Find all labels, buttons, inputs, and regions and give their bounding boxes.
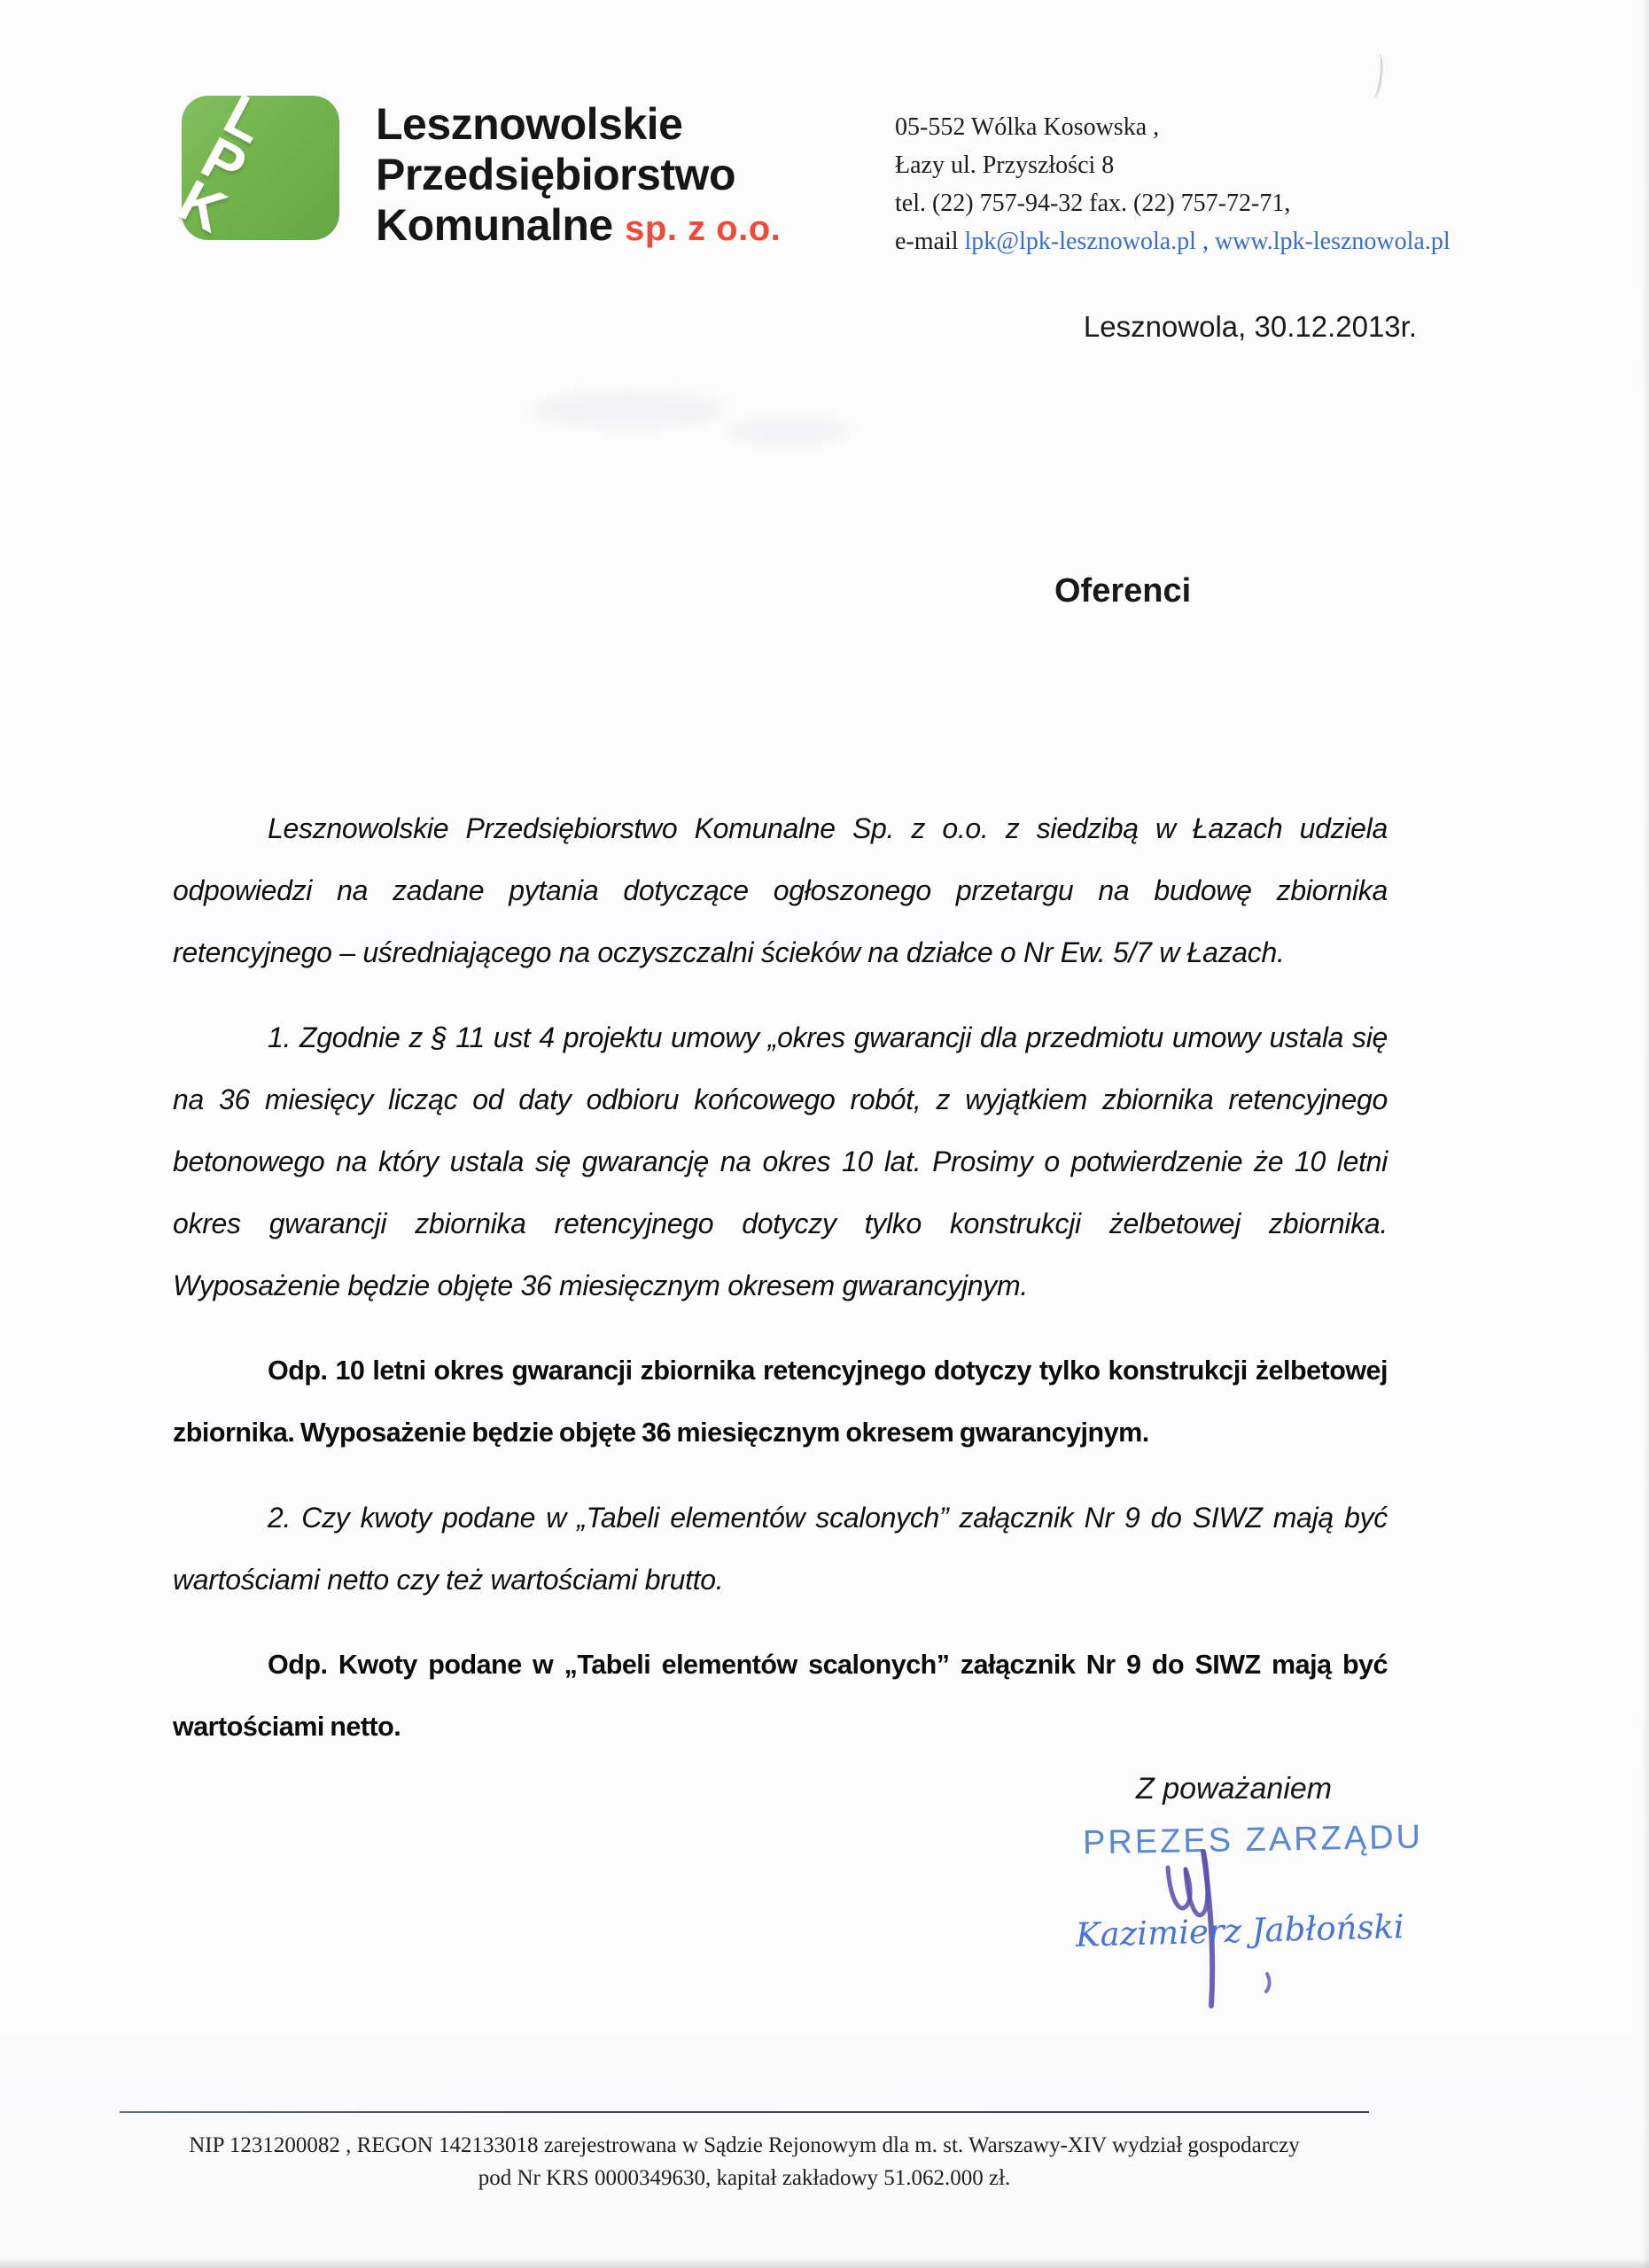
company-name-line3: Komunalne sp. z o.o. <box>376 200 782 250</box>
scan-edge-shadow-bottom <box>0 2257 1649 2268</box>
email-address: lpk@lpk-lesznowola.pl <box>964 228 1196 255</box>
footer <box>120 2111 1369 2194</box>
company-name-line2: Przedsiębiorstwo <box>376 150 735 199</box>
scan-edge-shadow-right <box>1642 0 1649 2268</box>
email-label: e-mail <box>895 228 965 255</box>
stamp-signer-name: Kazimierz Jabłoński <box>1075 1907 1405 1954</box>
scan-smudge <box>532 390 727 431</box>
footer-registration-line1: NIP 1231200082 , REGON 142133018 zarejestrowana w Sądzie Rejonowym dla m. st. Warszawy-XIV wydział gospodarczy <box>189 2133 1300 2157</box>
email-separator: , <box>1195 228 1215 255</box>
closing-phrase: Z poważaniem <box>1136 1772 1333 1806</box>
contact-block <box>895 108 1451 260</box>
paragraph-intro: Lesznowolskie Przedsiębiorstwo Komunalne Sp. z o.o. z siedzibą w Łazach udziela odpowiedzi na zadane pytania dotyczące ogłoszonego przetargu na budowę zbiornika retencyjnego – uśredniającego na oczyszczalni ścieków na działce o Nr Ew. 5/7 w Łazach. <box>173 812 1388 968</box>
paragraph-question-2: 2. Czy kwoty podane w „Tabeli elementów scalonych” załącznik Nr 9 do SIWZ mają być wartościami netto czy też wartościami brutto. <box>173 1502 1388 1596</box>
footer-divider <box>120 2111 1369 2113</box>
paragraph-answer-1: Odp. 10 letni okres gwarancji zbiornika retencyjnego dotyczy tylko konstrukcji żelbetowej zbiornika. Wyposażenie będzie objęte 36 miesięcznym okresem gwarancyjnym. <box>173 1355 1388 1448</box>
scan-pencil-mark <box>1366 52 1385 99</box>
recipient-heading: Oferenci <box>1054 572 1192 610</box>
company-logo-text: L P K <box>168 81 277 245</box>
stamp-title: PREZES ZARZĄDU <box>1082 1818 1424 1862</box>
website-address: www.lpk-lesznowola.pl <box>1214 228 1451 255</box>
letter-body <box>173 797 1388 1758</box>
contact-email-line <box>895 222 1451 260</box>
contact-address-line1: 05-552 Wólka Kosowska , <box>895 113 1160 141</box>
paragraph-question-1: 1. Zgodnie z § 11 ust 4 projektu umowy „okres gwarancji dla przedmiotu umowy ustala się na 36 miesięcy licząc od daty odbioru końcowego robót, z wyjątkiem zbiornika retencyjnego betonowego na który ustala się gwarancję na okres 10 lat. Prosimy o potwierdzenie że 10 letni okres gwarancji zbiornika retencyjnego dotyczy tylko konstrukcji żelbetowej zbiornika. Wyposażenie będzie objęte 36 miesięcznym okresem gwarancyjnym. <box>173 1021 1388 1301</box>
paragraph-answer-2: Odp. Kwoty podane w „Tabeli elementów scalonych” załącznik Nr 9 do SIWZ mają być wartościami netto. <box>173 1650 1388 1742</box>
contact-address-line2: Łazy ul. Przyszłości 8 <box>895 151 1115 179</box>
scan-smudge <box>727 416 851 447</box>
footer-registration-line2: pod Nr KRS 0000349630, kapitał zakładowy 51.062.000 zł. <box>478 2166 1011 2190</box>
company-name-line1: Lesznowolskie <box>376 99 683 149</box>
contact-phone-fax: tel. (22) 757-94-32 fax. (22) 757-72-71, <box>895 190 1291 217</box>
date-line: Lesznowola, 30.12.2013r. <box>1083 310 1417 343</box>
company-name <box>376 99 781 254</box>
company-legal-suffix: sp. z o.o. <box>625 209 782 248</box>
